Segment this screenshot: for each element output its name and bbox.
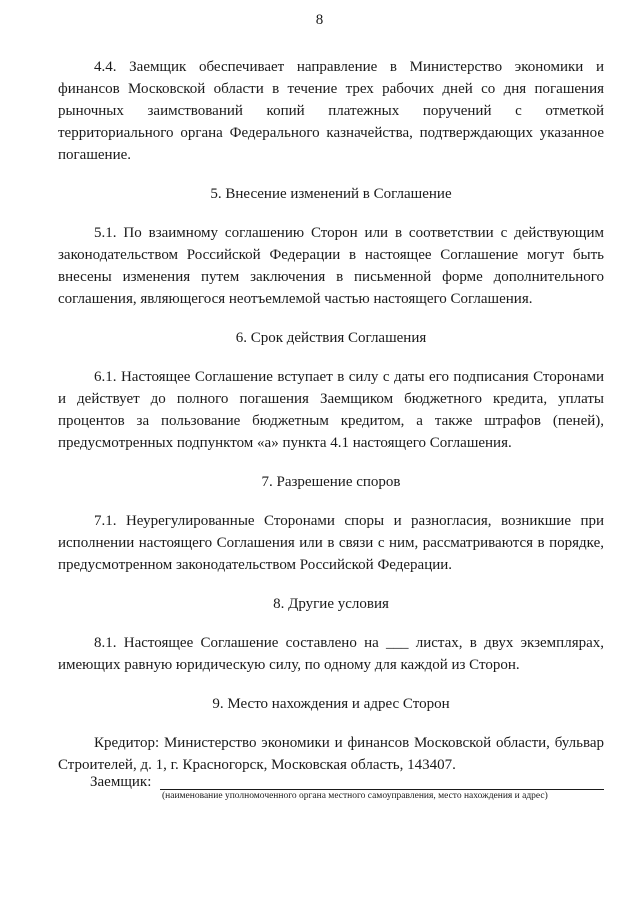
- section-heading-7: 7. Разрешение споров: [261, 474, 401, 490]
- borrower-label: Заемщик:: [90, 774, 152, 790]
- section-heading-6: 6. Срок действия Соглашения: [235, 330, 427, 346]
- clause-5-1: 5.1. По взаимному соглашению Сторон или в соответствии с действующим законодательством Российской Федерации в настоящее Соглашение могут быть внесены изменения путем заключения в письменной форме дополнительного соглашения, являющегося неотъемлемой частью настоящего Соглашения.: [58, 225, 604, 307]
- section-heading-5: 5. Внесение изменений в Соглашение: [210, 186, 452, 202]
- section-heading-9: 9. Место нахождения и адрес Сторон: [212, 696, 450, 712]
- clause-4-4: 4.4. Заемщик обеспечивает направление в Министерство экономики и финансов Московской области в течение трех рабочих дней со дня погашения рыночных заимствований копий платежных поручений с отметкой территориального органа Федерального казначейства, подтверждающих указанное погашение.: [58, 59, 604, 163]
- clause-6-1: 6.1. Настоящее Соглашение вступает в силу с даты его подписания Сторонами и действует до полного погашения Заемщиком бюджетного кредита, уплаты процентов за пользование бюджетным кредитом, а также штрафов (пеней), предусмотренных подпунктом «а» пункта 4.1 настоящего Соглашения.: [58, 369, 604, 451]
- clause-8-1: 8.1. Настоящее Соглашение составлено на ___ листах, в двух экземплярах, имеющих равную юридическую силу, по одному для каждой из Сторон.: [58, 635, 604, 673]
- section-heading-8: 8. Другие условия: [273, 596, 389, 612]
- creditor-address: Кредитор: Министерство экономики и финансов Московской области, бульвар Строителей, д. 1, г. Красногорск, Московская область, 143407.: [58, 735, 604, 773]
- document-body: [58, 56, 604, 776]
- clause-7-1: 7.1. Неурегулированные Сторонами споры и разногласия, возникшие при исполнении настоящего Соглашения или в связи с ним, рассматриваются в порядке, предусмотренном законодательством Российской Федерации.: [58, 513, 604, 573]
- borrower-row: [90, 772, 604, 792]
- page-number: 8: [315, 12, 324, 28]
- borrower-caption: (наименование уполномоченного органа местного самоуправления, место нахождения и адрес): [162, 791, 548, 801]
